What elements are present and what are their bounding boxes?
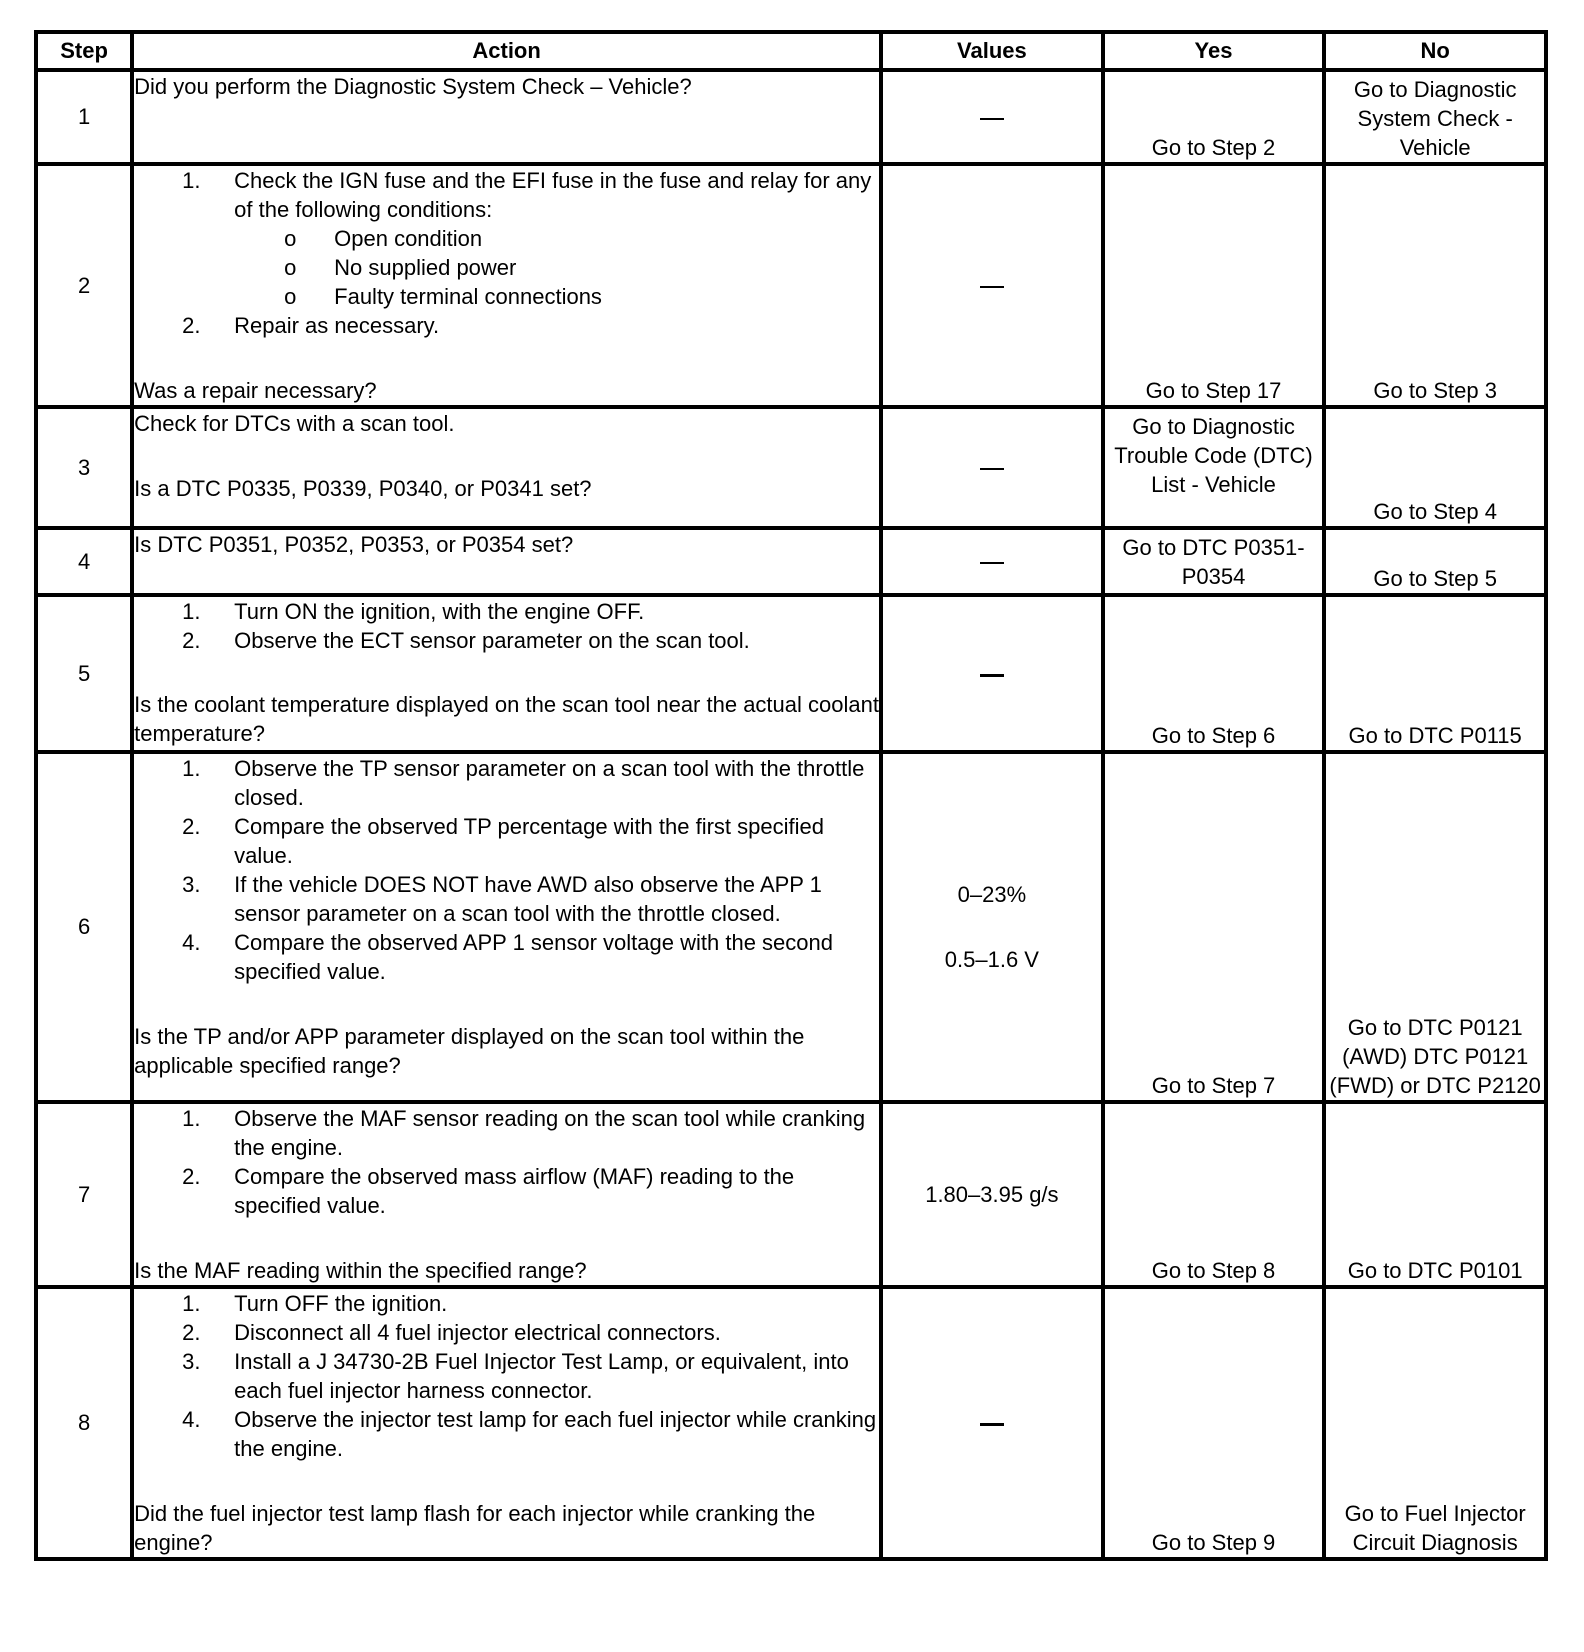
list-text: Observe the TP sensor parameter on a scan tool with the throttle closed.: [234, 756, 865, 810]
list-number: 1.: [182, 1106, 201, 1131]
dash-mark: [980, 468, 1004, 470]
dash-mark: [980, 562, 1004, 564]
sub-list-text: Open condition: [334, 226, 483, 251]
yes-cell: Go to Step 9: [1103, 1287, 1325, 1559]
list-text: Compare the observed TP percentage with the first specified value.: [234, 814, 824, 868]
list-text: Check the IGN fuse and the EFI fuse in the fuse and relay for any of the following conditions:: [234, 168, 872, 222]
bullet: o: [284, 226, 297, 251]
dash-mark: [980, 1423, 1004, 1426]
no-cell: Go to Fuel Injector Circuit Diagnosis: [1324, 1287, 1546, 1559]
header-yes: Yes: [1103, 32, 1325, 70]
values-cell: [881, 752, 1103, 1102]
action-question: Is DTC P0351, P0352, P0353, or P0354 set?: [134, 532, 574, 557]
header-values: Values: [881, 32, 1103, 70]
sub-list-item: [134, 253, 879, 282]
no-cell: Go to Step 3: [1324, 164, 1546, 407]
action-cell: [132, 70, 881, 164]
sub-list-item: [134, 282, 879, 311]
list-item: [134, 928, 879, 986]
dash-mark: [980, 286, 1004, 288]
table-row: [36, 752, 1546, 1102]
list-number: 1.: [182, 756, 201, 781]
list-item: [134, 1162, 879, 1220]
yes-cell: Go to DTC P0351-P0354: [1103, 528, 1325, 595]
list-number: 1.: [182, 599, 201, 624]
list-text: Observe the injector test lamp for each fuel injector while cranking the engine.: [234, 1407, 877, 1461]
step-number: 6: [36, 752, 132, 1102]
action-cell: [132, 407, 881, 528]
list-number: 3.: [182, 1349, 201, 1374]
table-row: [36, 70, 1546, 164]
action-cell: [132, 528, 881, 595]
list-text: If the vehicle DOES NOT have AWD also observe the APP 1 sensor parameter on a scan tool with the throttle closed.: [234, 872, 822, 926]
list-number: 1.: [182, 168, 201, 193]
dash-mark: [980, 118, 1004, 120]
list-item: [134, 597, 879, 626]
step-number: 2: [36, 164, 132, 407]
no-cell: Go to DTC P0101: [1324, 1102, 1546, 1287]
step-number: 3: [36, 407, 132, 528]
action-question: Did the fuel injector test lamp flash for each injector while cranking the engine?: [134, 1501, 816, 1555]
no-cell: Go to DTC P0115: [1324, 595, 1546, 752]
diagnostic-table: [34, 30, 1548, 1561]
no-cell: Go to Step 5: [1324, 528, 1546, 595]
list-text: Compare the observed mass airflow (MAF) reading to the specified value.: [234, 1164, 795, 1218]
list-item: [134, 754, 879, 812]
list-number: 2.: [182, 313, 201, 338]
table-row: [36, 595, 1546, 752]
values-cell: [881, 595, 1103, 752]
value-tp-range: 0–23%: [957, 882, 1027, 907]
yes-cell: Go to Step 7: [1103, 752, 1325, 1102]
list-number: 2.: [182, 628, 201, 653]
action-question: Was a repair necessary?: [134, 378, 377, 403]
values-cell: [881, 70, 1103, 164]
dash-mark: [980, 674, 1004, 677]
list-item: [134, 1318, 879, 1347]
bullet: o: [284, 255, 297, 280]
bullet: o: [284, 284, 297, 309]
list-item: [134, 1104, 879, 1162]
yes-cell: Go to Step 6: [1103, 595, 1325, 752]
action-cell: [132, 1287, 881, 1559]
action-question: Is the MAF reading within the specified range?: [134, 1258, 587, 1283]
list-item: [134, 1347, 879, 1405]
values-cell: [881, 528, 1103, 595]
step-number: 8: [36, 1287, 132, 1559]
list-text: Observe the ECT sensor parameter on the scan tool.: [234, 628, 750, 653]
list-number: 2.: [182, 814, 201, 839]
list-item: [134, 166, 879, 224]
step-number: 7: [36, 1102, 132, 1287]
value-app-range: 0.5–1.6 V: [944, 947, 1039, 972]
step-number: 1: [36, 70, 132, 164]
sub-list-text: No supplied power: [334, 255, 517, 280]
list-item: [134, 812, 879, 870]
table-row: [36, 1287, 1546, 1559]
table-row: [36, 164, 1546, 407]
action-cell: [132, 164, 881, 407]
yes-cell: Go to Step 8: [1103, 1102, 1325, 1287]
header-no: No: [1324, 32, 1546, 70]
list-number: 4.: [182, 930, 201, 955]
yes-cell: Go to Diagnostic Trouble Code (DTC) List - Vehicle: [1103, 407, 1325, 528]
step-number: 5: [36, 595, 132, 752]
no-cell: Go to Diagnostic System Check - Vehicle: [1324, 70, 1546, 164]
values-cell: 1.80–3.95 g/s: [881, 1102, 1103, 1287]
list-text: Compare the observed APP 1 sensor voltage with the second specified value.: [234, 930, 833, 984]
values-cell: [881, 1287, 1103, 1559]
list-number: 4.: [182, 1407, 201, 1432]
values-cell: [881, 164, 1103, 407]
values-cell: [881, 407, 1103, 528]
list-text: Observe the MAF sensor reading on the scan tool while cranking the engine.: [234, 1106, 866, 1160]
list-number: 1.: [182, 1291, 201, 1316]
list-item: [134, 1405, 879, 1463]
list-item: [134, 311, 879, 340]
action-question: Did you perform the Diagnostic System Check – Vehicle?: [134, 74, 692, 99]
header-action: Action: [132, 32, 881, 70]
action-question: Is the coolant temperature displayed on the scan tool near the actual coolant temperature?: [134, 692, 879, 746]
action-cell: [132, 595, 881, 752]
list-text: Turn OFF the ignition.: [234, 1291, 448, 1316]
list-item: [134, 1289, 879, 1318]
yes-cell: Go to Step 17: [1103, 164, 1325, 407]
header-row: [36, 32, 1546, 70]
list-number: 3.: [182, 872, 201, 897]
sub-list-text: Faulty terminal connections: [334, 284, 602, 309]
list-text: Repair as necessary.: [234, 313, 440, 338]
action-cell: [132, 1102, 881, 1287]
list-item: [134, 626, 879, 655]
list-item: [134, 870, 879, 928]
list-number: 2.: [182, 1320, 201, 1345]
list-number: 2.: [182, 1164, 201, 1189]
no-cell: Go to DTC P0121 (AWD) DTC P0121 (FWD) or DTC P2120: [1324, 752, 1546, 1102]
header-step: Step: [36, 32, 132, 70]
table-row: [36, 1102, 1546, 1287]
table-row: [36, 407, 1546, 528]
yes-cell: Go to Step 2: [1103, 70, 1325, 164]
action-intro: Check for DTCs with a scan tool.: [134, 411, 455, 436]
action-question: Is the TP and/or APP parameter displayed on the scan tool within the applicable specified range?: [134, 1024, 805, 1078]
no-cell: Go to Step 4: [1324, 407, 1546, 528]
list-text: Install a J 34730-2B Fuel Injector Test Lamp, or equivalent, into each fuel injector harness connector.: [234, 1349, 849, 1403]
action-cell: [132, 752, 881, 1102]
list-text: Turn ON the ignition, with the engine OFF.: [234, 599, 645, 624]
list-text: Disconnect all 4 fuel injector electrical connectors.: [234, 1320, 721, 1345]
action-question: Is a DTC P0335, P0339, P0340, or P0341 set?: [134, 476, 592, 501]
sub-list-item: [134, 224, 879, 253]
table-row: [36, 528, 1546, 595]
step-number: 4: [36, 528, 132, 595]
